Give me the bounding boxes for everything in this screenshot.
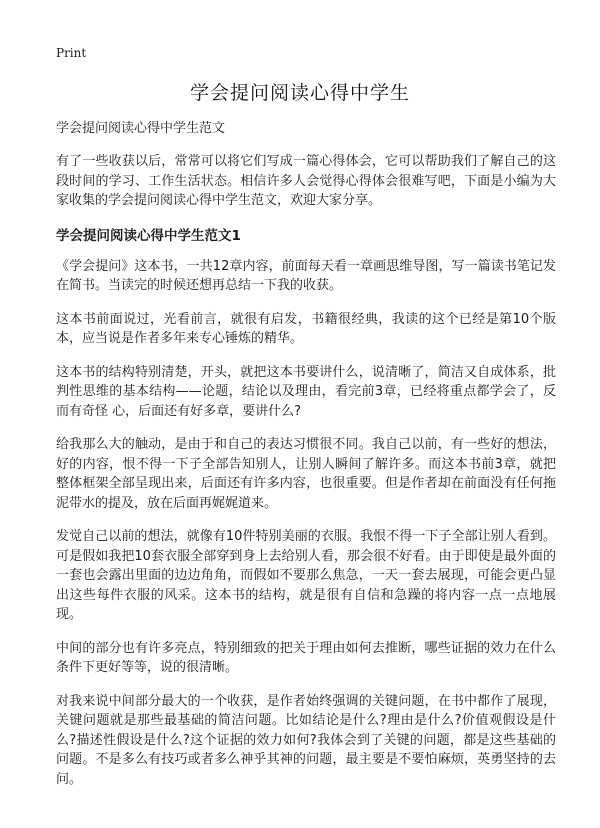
document-subtitle: 学会提问阅读心得中学生范文 xyxy=(56,121,226,136)
paragraph-1: 《学会提问》这本书，一共12章内容，前面每天看一章画思维导图，写一篇读书笔记发在简书。当读完的时候还想再总结一下我的收获。 xyxy=(56,258,556,293)
section-heading: 学会提问阅读心得中学生范文1 xyxy=(56,227,241,244)
paragraph-4: 给我那么大的触动，是由于和自己的表达习惯很不同。我自己以前，有一些好的想法，好的内容，恨不得一下子全部告知别人，让别人瞬间了解许多。而这本书前3章，就把整体框架全部呈现出来，后面还有许多内容，也很重要。但是作者却在前面没有任何拖泥带水的提及，放在后面再娓娓道来。 xyxy=(56,437,556,511)
document-title: 学会提问阅读心得中学生 xyxy=(189,82,410,104)
paragraph-7: 对我来说中间部分最大的一个收获，是作者始终强调的关键问题，在书中都作了展现，关键问题就是那些最基础的简洁问题。比如结论是什么?理由是什么?价值观假设是什么?描述性假设是什么?这个证据的效力如何?我体会到了关键的问题，都是这些基础的问题。不是多么有技巧或者多么神乎其神的问题，最主要是不要怕麻烦，英勇坚持的去问。 xyxy=(56,693,556,787)
paragraph-3: 这本书的结构特别清楚，开头，就把这本书要讲什么，说清晰了，简洁又自成体系，批判性思维的基本结构——论题，结论以及理由，看完前3章，已经将重点都学会了，反而有奇怪 心，后面还有好多章，要讲什么? xyxy=(56,364,556,419)
document-body xyxy=(56,120,556,803)
paragraph-5: 发觉自己以前的想法，就像有10件特别美丽的衣服。我恨不得一下子全部让别人看到。可是假如我把10套衣服全部穿到身上去给别人看，那会很不好看。由于即使是最外面的一套也会露出里面的边边角角，而假如不要那么焦急，一天一套去展现，可能会更凸显出这些每件衣服的风采。这本书的结构，就是很有自信和急躁的将内容一点一点地展现。 xyxy=(56,529,556,622)
paragraph-6: 中间的部分也有许多亮点，特别细致的把关于理由如何去推断，哪些证据的效力在什么条件下更好等等，说的很清晰。 xyxy=(56,640,556,675)
intro-paragraph: 有了一些收获以后，常常可以将它们写成一篇心得体会，它可以帮助我们了解自己的这段时间的学习、工作生活状态。相信许多人会觉得心得体会很难写吧，下面是小编为大家收集的学会提问阅读心得中学生范文，欢迎大家分享。 xyxy=(56,154,556,208)
print-label: Print xyxy=(56,46,87,60)
paragraph-2: 这本书前面说过，光看前言，就很有启发，书籍很经典，我读的这个已经是第10个版本，应当说是作者多年来专心锤炼的精华。 xyxy=(56,311,556,346)
